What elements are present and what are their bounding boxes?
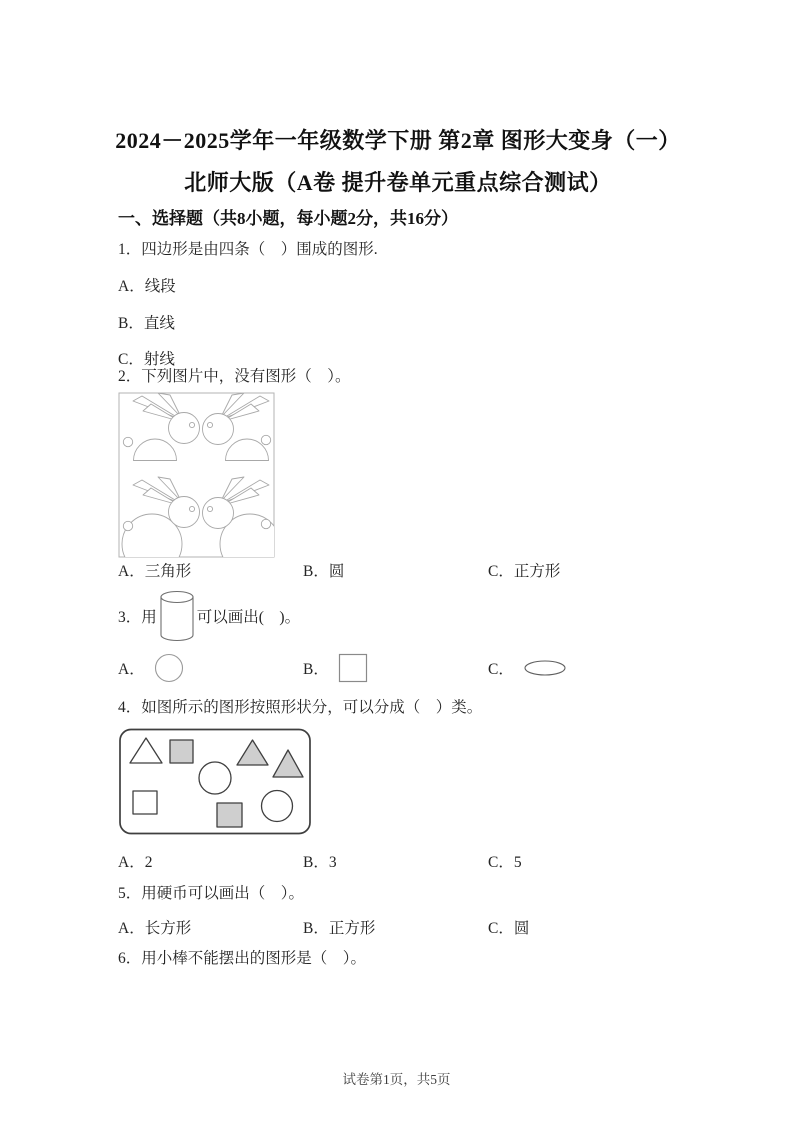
page-title-line2: 北师大版（A卷 提升卷单元重点综合测试） [184, 170, 612, 195]
question-2-option-c: C．正方形 [488, 563, 561, 580]
question-4-option-b: B．3 [303, 854, 337, 871]
page-footer: 试卷第1页，共5页 [342, 1072, 451, 1087]
question-4-image [119, 728, 311, 836]
question-2-option-a: A．三角形 [118, 563, 192, 580]
question-1-option-a: A．线段 [118, 278, 176, 295]
circle-shape-icon [154, 653, 184, 683]
question-2-text: 2．下列图片中，没有图形（ ）。 [118, 368, 351, 385]
question-3-option-a-label: A． [118, 661, 145, 678]
question-2-option-b: B．圆 [303, 563, 345, 580]
question-3-row [118, 589, 738, 643]
question-3-options-row [118, 648, 718, 688]
question-1-option-c: C．射线 [118, 351, 175, 368]
question-3-option-b [303, 653, 488, 683]
question-5-option-a: A．长方形 [118, 920, 192, 937]
question-6-text: 6．用小棒不能摆出的图形是（ ）。 [118, 950, 367, 967]
assorted-shapes-box-icon [119, 728, 311, 836]
page-title-line1: 2024－2025学年一年级数学下册 第2章 图形大变身（一） [115, 128, 681, 153]
question-3-option-b-label: B． [303, 661, 329, 678]
question-3-text-before: 3．用 [118, 609, 157, 626]
square-shape-icon [338, 653, 368, 683]
question-4-text: 4．如图所示的图形按照形状分，可以分成（ ）类。 [118, 699, 483, 716]
question-3-option-c-label: C． [488, 661, 514, 678]
question-4-option-a: A．2 [118, 854, 153, 871]
question-2-image [118, 392, 275, 558]
question-3-text-after: 可以画出( )。 [196, 609, 301, 626]
question-4-option-c: C．5 [488, 854, 522, 871]
question-5-option-c: C．圆 [488, 920, 530, 937]
question-1-option-b: B．直线 [118, 315, 175, 332]
cylinder-icon [160, 590, 194, 642]
question-2-options-row [118, 559, 718, 581]
question-5-text: 5．用硬币可以画出（ ）。 [118, 885, 305, 902]
question-1-text: 1．四边形是由四条（ ）围成的图形. [118, 241, 378, 258]
section-header-choice-questions: 一、选择题（共8小题，每小题2分，共16分） [118, 209, 458, 228]
question-4-options-row [118, 850, 718, 872]
question-3-option-c [488, 657, 718, 679]
insect-shapes-picture-icon [118, 392, 275, 558]
question-5-option-b: B．正方形 [303, 920, 376, 937]
ellipse-shape-icon [523, 659, 567, 677]
question-3-option-a [118, 653, 303, 683]
question-5-options-row [118, 916, 718, 938]
